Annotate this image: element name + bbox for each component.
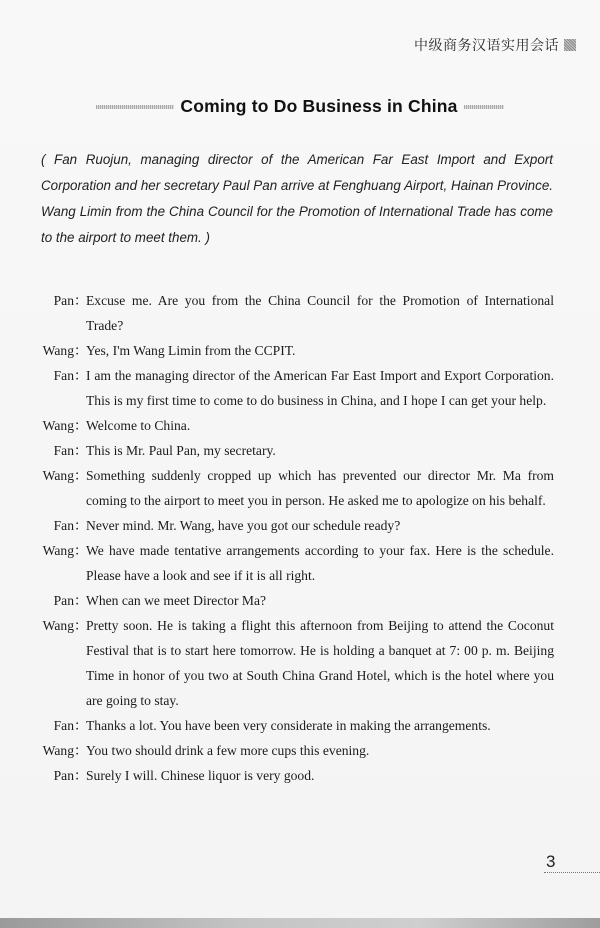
- speaker-label: [0, 763, 88, 788]
- speaker-colon: ：: [74, 418, 88, 433]
- speaker-name: Wang: [42, 343, 74, 358]
- speaker-label: [0, 438, 88, 463]
- dialogue-line: I am the managing director of the American Far East Import and Export Corporation. This is my first time to come to do business in China, and I hope I can get your help.: [86, 368, 554, 408]
- speaker-label: [0, 513, 88, 538]
- speaker-colon: ：: [74, 718, 88, 733]
- title-rule-right: [464, 105, 504, 109]
- speaker-colon: ：: [74, 343, 88, 358]
- page-edge-shadow: [0, 918, 600, 928]
- speaker-name: Wang: [42, 743, 74, 758]
- gray-square-icon: [564, 39, 576, 51]
- dialogue-turn: [0, 538, 600, 588]
- dialogue-line: Never mind. Mr. Wang, have you got our schedule ready?: [86, 518, 401, 533]
- running-head: [414, 35, 576, 55]
- dialogue-turn: [0, 613, 600, 713]
- speaker-name: Fan: [53, 718, 74, 733]
- speaker-colon: ：: [74, 743, 88, 758]
- speaker-colon: ：: [74, 368, 88, 383]
- page-number: 3: [546, 852, 556, 871]
- speaker-label: [0, 538, 88, 563]
- dialogue-line: You two should drink a few more cups this evening.: [86, 743, 370, 758]
- dialogue-turn: [0, 513, 600, 538]
- speaker-name: Pan: [53, 593, 74, 608]
- dialogue-line: When can we meet Director Ma?: [86, 593, 267, 608]
- dialogue-turn: [0, 438, 600, 463]
- speaker-colon: ：: [74, 518, 88, 533]
- speaker-label: [0, 588, 88, 613]
- running-head-text: 中级商务汉语实用会话: [414, 38, 559, 54]
- dialogue-line: Pretty soon. He is taking a flight this afternoon from Beijing to attend the Coconut Festival that is to start here tomorrow. He is holding a banquet at 7: 00 p. m. Beijing Time in honor of you two at South China Grand Hotel, which is the hotel where you are going to stay.: [86, 618, 554, 708]
- speaker-colon: ：: [74, 543, 88, 558]
- speaker-label: [0, 363, 88, 388]
- dialogue-turn: [0, 338, 600, 363]
- speaker-label: [0, 713, 88, 738]
- speaker-label: [0, 413, 88, 438]
- speaker-colon: ：: [74, 293, 88, 308]
- speaker-colon: ：: [74, 593, 88, 608]
- dialogue-line: Yes, I'm Wang Limin from the CCPIT.: [86, 343, 296, 358]
- speaker-name: Wang: [42, 543, 74, 558]
- title-row: [0, 96, 600, 117]
- dialogue-turn: [0, 738, 600, 763]
- dialogue-line: Surely I will. Chinese liquor is very good.: [86, 768, 315, 783]
- dialogue-turn: [0, 363, 600, 413]
- dialogue-turn: [0, 763, 600, 788]
- speaker-name: Fan: [53, 368, 74, 383]
- speaker-colon: ：: [74, 468, 88, 483]
- speaker-colon: ：: [74, 768, 88, 783]
- dialogue-turn: [0, 288, 600, 338]
- speaker-name: Wang: [42, 618, 74, 633]
- speaker-name: Pan: [53, 768, 74, 783]
- page-number-rule: [544, 872, 600, 874]
- dialogue-turn: [0, 588, 600, 613]
- speaker-label: [0, 463, 88, 488]
- speaker-label: [0, 738, 88, 763]
- dialogue-line: Welcome to China.: [86, 418, 191, 433]
- dialogue: [0, 288, 600, 788]
- speaker-colon: ：: [74, 443, 88, 458]
- speaker-label: [0, 288, 88, 313]
- dialogue-turn: [0, 463, 600, 513]
- dialogue-line: We have made tentative arrangements according to your fax. Here is the schedule. Please have a look and see if it is all right.: [86, 543, 554, 583]
- dialogue-line: Excuse me. Are you from the China Council for the Promotion of International Trade?: [86, 293, 554, 333]
- dialogue-turn: [0, 413, 600, 438]
- speaker-name: Fan: [53, 443, 74, 458]
- dialogue-line: Something suddenly cropped up which has prevented our director Mr. Ma from coming to the airport to meet you in person. He asked me to apologize on his behalf.: [86, 468, 554, 508]
- speaker-name: Pan: [53, 293, 74, 308]
- speaker-name: Wang: [42, 418, 74, 433]
- speaker-label: [0, 338, 88, 363]
- dialogue-line: Thanks a lot. You have been very considerate in making the arrangements.: [86, 718, 491, 733]
- dialogue-line: This is Mr. Paul Pan, my secretary.: [86, 443, 276, 458]
- title-rule-left: [96, 105, 174, 109]
- dialogue-turn: [0, 713, 600, 738]
- page-title: Coming to Do Business in China: [180, 96, 458, 116]
- speaker-label: [0, 613, 88, 638]
- intro-paragraph: ( Fan Ruojun, managing director of the American Far East Import and Export Corporation and her secretary Paul Pan arrive at Fenghuang Airport, Hainan Province. Wang Limin from the China Council for the Promotion of International Trade has come to the airport to meet them. ): [41, 152, 553, 245]
- speaker-name: Fan: [53, 518, 74, 533]
- speaker-colon: ：: [74, 618, 88, 633]
- speaker-name: Wang: [42, 468, 74, 483]
